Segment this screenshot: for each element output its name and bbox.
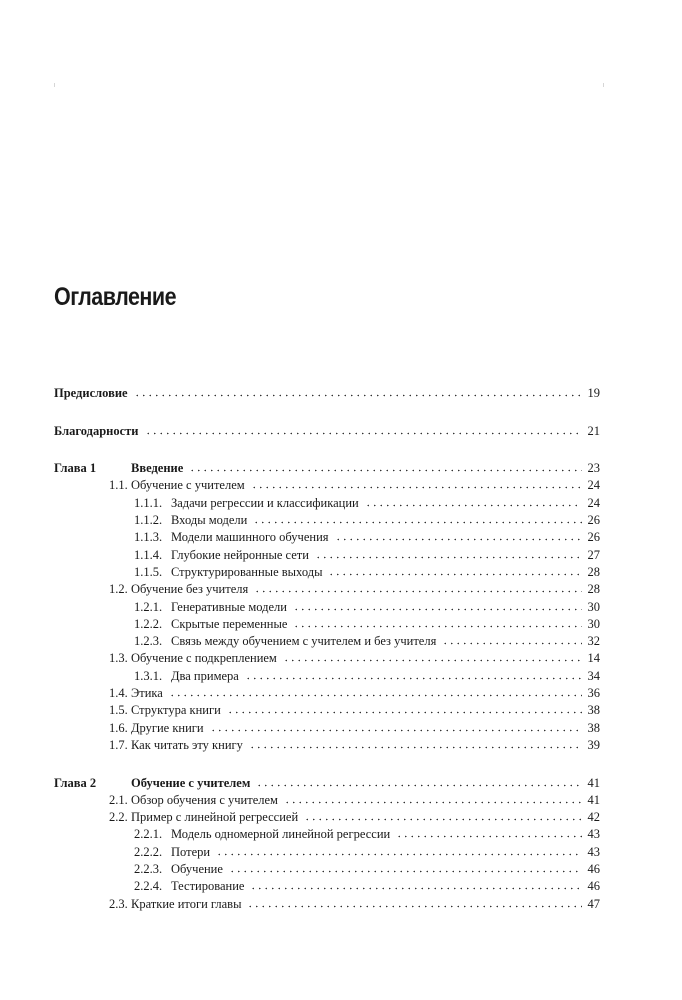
toc-dot-leader	[189, 460, 582, 472]
toc-dot-leader	[283, 650, 582, 662]
toc-entry-label: Обучение	[171, 862, 223, 877]
toc-entry-number: Глава 2	[54, 775, 97, 790]
toc-page-number: 26	[587, 530, 600, 545]
toc-entry-label: Модели машинного обучения	[171, 530, 329, 545]
toc-entry[interactable]	[54, 650, 600, 667]
toc-dot-leader	[250, 878, 582, 890]
toc-entry-label: Как читать эту книгу	[131, 737, 243, 752]
toc-entry-number: 1.3.1.	[134, 668, 163, 683]
toc-entry-number: 1.1.1.	[134, 495, 163, 510]
toc-entry[interactable]	[54, 385, 600, 402]
toc-entry-number: 1.2.1.	[134, 599, 163, 614]
toc-entry-number: 1.2.2.	[134, 616, 163, 631]
toc-entry-label: Пример с линейной регрессией	[131, 810, 299, 825]
toc-entry[interactable]	[54, 896, 600, 913]
toc-page-number: 27	[587, 547, 600, 562]
toc-dot-leader	[169, 685, 582, 697]
toc-entry-label: Входы модели	[171, 513, 248, 528]
toc-page-number: 36	[587, 686, 600, 701]
toc-entry-label: Тестирование	[171, 879, 245, 894]
toc-entry-number: 1.5.	[109, 703, 128, 718]
page-title: Оглавление	[54, 283, 177, 311]
toc-dot-leader	[227, 702, 582, 714]
toc-dot-leader	[249, 737, 582, 749]
toc-page-number: 32	[587, 634, 600, 649]
toc-page-number: 43	[587, 827, 600, 842]
toc-entry-number: 1.4.	[109, 686, 128, 701]
toc-page-number: 23	[587, 461, 600, 476]
toc-entry-label: Обзор обучения с учителем	[131, 792, 278, 807]
toc-entry-number: 1.1.4.	[134, 547, 163, 562]
toc-dot-leader	[396, 826, 582, 838]
table-of-contents	[54, 385, 600, 913]
toc-dot-leader	[442, 633, 582, 645]
toc-page-number: 26	[587, 513, 600, 528]
toc-page-number: 14	[587, 651, 600, 666]
toc-page-number: 38	[587, 720, 600, 735]
crop-mark-right	[603, 83, 604, 87]
toc-entry[interactable]	[54, 878, 600, 895]
toc-entry-label: Связь между обучением с учителем и без учителя	[171, 634, 437, 649]
toc-dot-leader	[315, 547, 582, 559]
toc-page-number: 30	[587, 599, 600, 614]
toc-entry-label: Обучение с учителем	[131, 775, 251, 790]
toc-page-number: 46	[587, 879, 600, 894]
toc-page-number: 46	[587, 862, 600, 877]
toc-dot-leader	[256, 775, 582, 787]
toc-entry-number: 2.2.	[109, 810, 128, 825]
toc-dot-leader	[216, 844, 582, 856]
toc-dot-leader	[210, 720, 582, 732]
toc-page-number: 38	[587, 703, 600, 718]
toc-entry-label: Скрытые переменные	[171, 616, 288, 631]
toc-entry-number: 1.7.	[109, 737, 128, 752]
toc-entry[interactable]	[54, 564, 600, 581]
toc-entry[interactable]	[54, 792, 600, 809]
toc-dot-leader	[365, 495, 582, 507]
toc-dot-leader	[251, 477, 582, 489]
toc-entry-label: Введение	[131, 461, 184, 476]
toc-entry[interactable]	[54, 720, 600, 737]
toc-dot-leader	[293, 599, 582, 611]
toc-dot-leader	[247, 896, 582, 908]
toc-entry-label: Обучение с учителем	[131, 478, 245, 493]
toc-page-number: 42	[587, 810, 600, 825]
toc-dot-leader	[293, 616, 582, 628]
toc-entry-label: Глубокие нейронные сети	[171, 547, 309, 562]
toc-entry-number: 1.6.	[109, 720, 128, 735]
toc-page-number: 24	[587, 478, 600, 493]
toc-page-number: 28	[587, 582, 600, 597]
toc-page-number: 39	[587, 737, 600, 752]
toc-entry-number: Глава 1	[54, 461, 97, 476]
toc-entry-number: 2.1.	[109, 792, 128, 807]
toc-entry[interactable]	[54, 826, 600, 843]
toc-dot-leader	[253, 512, 582, 524]
toc-entry[interactable]	[54, 685, 600, 702]
toc-dot-leader	[328, 564, 582, 576]
toc-entry[interactable]	[54, 512, 600, 529]
toc-entry-label: Предисловие	[54, 386, 128, 400]
toc-entry-label: Два примера	[171, 668, 239, 683]
toc-entry-number: 2.2.3.	[134, 862, 163, 877]
toc-entry[interactable]	[54, 547, 600, 564]
toc-entry-number: 1.1.2.	[134, 513, 163, 528]
toc-entry-number: 2.2.4.	[134, 879, 163, 894]
toc-page-number: 30	[587, 616, 600, 631]
toc-entry-number: 2.2.2.	[134, 844, 163, 859]
toc-page-number: 24	[587, 495, 600, 510]
toc-entry[interactable]	[54, 775, 600, 792]
toc-entry[interactable]	[54, 581, 600, 598]
toc-dot-leader	[284, 792, 582, 804]
toc-entry[interactable]	[54, 861, 600, 878]
toc-dot-leader	[254, 581, 582, 593]
toc-entry-label: Структура книги	[131, 703, 221, 718]
toc-page-number: 21	[587, 423, 600, 438]
toc-entry[interactable]	[54, 737, 600, 754]
toc-entry[interactable]	[54, 460, 600, 477]
toc-page-number: 47	[587, 896, 600, 911]
toc-page-number: 19	[587, 386, 600, 400]
toc-entry[interactable]	[54, 529, 600, 546]
toc-dot-leader	[229, 861, 582, 873]
toc-entry[interactable]	[54, 599, 600, 616]
toc-page-number: 34	[587, 668, 600, 683]
toc-entry-label: Модель одномерной линейной регрессии	[171, 827, 391, 842]
toc-entry[interactable]	[54, 702, 600, 719]
toc-entry-label: Структурированные выходы	[171, 564, 323, 579]
toc-entry-label: Другие книги	[131, 720, 204, 735]
crop-mark-left	[54, 83, 55, 87]
toc-entry-label: Этика	[131, 686, 163, 701]
toc-dot-leader	[335, 529, 582, 541]
toc-dot-leader	[304, 809, 582, 821]
toc-entry-number: 2.3.	[109, 896, 128, 911]
toc-entry-label: Генеративные модели	[171, 599, 287, 614]
toc-entry-label: Обучение без учителя	[131, 582, 249, 597]
toc-entry[interactable]	[54, 633, 600, 650]
toc-entry-label: Благодарности	[54, 423, 139, 438]
toc-entry[interactable]	[54, 423, 600, 440]
toc-entry[interactable]	[54, 668, 600, 685]
toc-entry[interactable]	[54, 844, 600, 861]
toc-entry-label: Краткие итоги главы	[131, 896, 242, 911]
toc-entry-number: 1.2.3.	[134, 634, 163, 649]
toc-entry-label: Потери	[171, 844, 211, 859]
toc-page-number: 41	[587, 792, 600, 807]
toc-entry-number: 1.1.5.	[134, 564, 163, 579]
toc-dot-leader	[134, 385, 582, 397]
toc-dot-leader	[145, 423, 583, 435]
toc-entry-number: 1.3.	[109, 651, 128, 666]
toc-entry-label: Задачи регрессии и классификации	[171, 495, 359, 510]
toc-entry[interactable]	[54, 477, 600, 494]
toc-entry[interactable]	[54, 495, 600, 512]
toc-entry-label: Обучение с подкреплением	[131, 651, 277, 666]
toc-entry[interactable]	[54, 809, 600, 826]
toc-page-number: 28	[587, 564, 600, 579]
toc-entry-number: 1.1.	[109, 478, 128, 493]
toc-entry-number: 1.1.3.	[134, 530, 163, 545]
toc-page-number: 41	[587, 775, 600, 790]
toc-entry[interactable]	[54, 616, 600, 633]
toc-entry-number: 1.2.	[109, 582, 128, 597]
toc-dot-leader	[245, 668, 582, 680]
toc-entry-number: 2.2.1.	[134, 827, 163, 842]
toc-page-number: 43	[587, 844, 600, 859]
